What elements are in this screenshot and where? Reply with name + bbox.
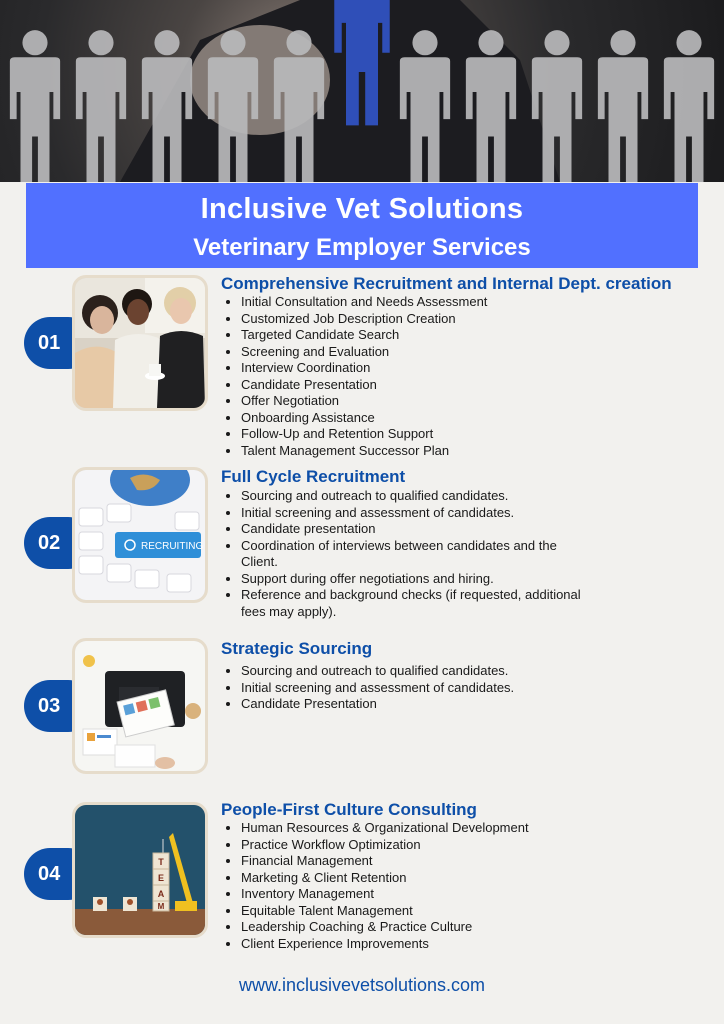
list-item: • Sourcing and outreach to qualified candidates. [241, 663, 591, 680]
section-heading: People-First Culture Consulting [221, 800, 477, 819]
team-blocks-label: T [158, 857, 164, 867]
svg-text:M: M [157, 902, 165, 911]
list-item: • Financial Management [241, 853, 591, 870]
team-blocks-photo [72, 802, 208, 938]
list-item: • Inventory Management [241, 886, 591, 903]
list-item: • Candidate Presentation [241, 696, 591, 713]
section-heading: Strategic Sourcing [221, 639, 373, 658]
list-item: • Candidate Presentation [241, 377, 591, 394]
service-list [221, 488, 591, 620]
section-heading: Full Cycle Recruitment [221, 467, 406, 486]
section-number-badge: 01 [24, 317, 94, 369]
list-item: • Interview Coordination [241, 360, 591, 377]
list-item: • Leadership Coaching & Practice Culture [241, 919, 591, 936]
list-item: • Support during offer negotiations and hiring. [241, 571, 591, 588]
hero-image [0, 0, 724, 182]
list-item: • Targeted Candidate Search [241, 327, 591, 344]
list-item: • Initial screening and assessment of candidates. [241, 680, 591, 697]
svg-text:A: A [157, 889, 165, 899]
list-item: • Sourcing and outreach to qualified candidates. [241, 488, 591, 505]
list-item: • Reference and background checks (if requested, additional fees may apply). [241, 587, 591, 620]
list-item: • Initial screening and assessment of candidates. [241, 505, 591, 522]
website-url[interactable]: www.inclusivevetsolutions.com [238, 975, 486, 995]
list-item: • Practice Workflow Optimization [241, 837, 591, 854]
list-item: • Initial Consultation and Needs Assessment [241, 294, 591, 311]
section-number-badge: 03 [24, 680, 94, 732]
list-item: • Candidate presentation [241, 521, 591, 538]
team-meeting-photo [72, 275, 208, 411]
people-figures-graphic [0, 0, 724, 182]
list-item: • Marketing & Client Retention [241, 870, 591, 887]
recruiting-keyboard-photo [72, 467, 208, 603]
list-item: • Coordination of interviews between candidates and the Client. [241, 538, 591, 571]
list-item: • Human Resources & Organizational Development [241, 820, 591, 837]
company-name: Inclusive Vet Solutions [200, 193, 524, 225]
list-item: • Follow-Up and Retention Support [241, 426, 591, 443]
service-list [221, 294, 591, 459]
service-list [221, 820, 591, 952]
banner-subtitle: Veterinary Employer Services [193, 234, 531, 261]
list-item: • Onboarding Assistance [241, 410, 591, 427]
section-number-badge: 02 [24, 517, 94, 569]
list-item: • Equitable Talent Management [241, 903, 591, 920]
svg-text:E: E [157, 873, 165, 883]
section-heading: Comprehensive Recruitment and Internal Dept. creation [221, 274, 672, 293]
service-list [221, 663, 591, 713]
recruiting-key-label: RECRUITING [141, 541, 204, 552]
desk-laptop-photo [72, 638, 208, 774]
list-item: • Talent Management Successor Plan [241, 443, 591, 460]
list-item: • Screening and Evaluation [241, 344, 591, 361]
list-item: • Client Experience Improvements [241, 936, 591, 953]
list-item: • Customized Job Description Creation [241, 311, 591, 328]
list-item: • Offer Negotiation [241, 393, 591, 410]
title-banner [26, 183, 698, 268]
section-number-badge: 04 [24, 848, 94, 900]
